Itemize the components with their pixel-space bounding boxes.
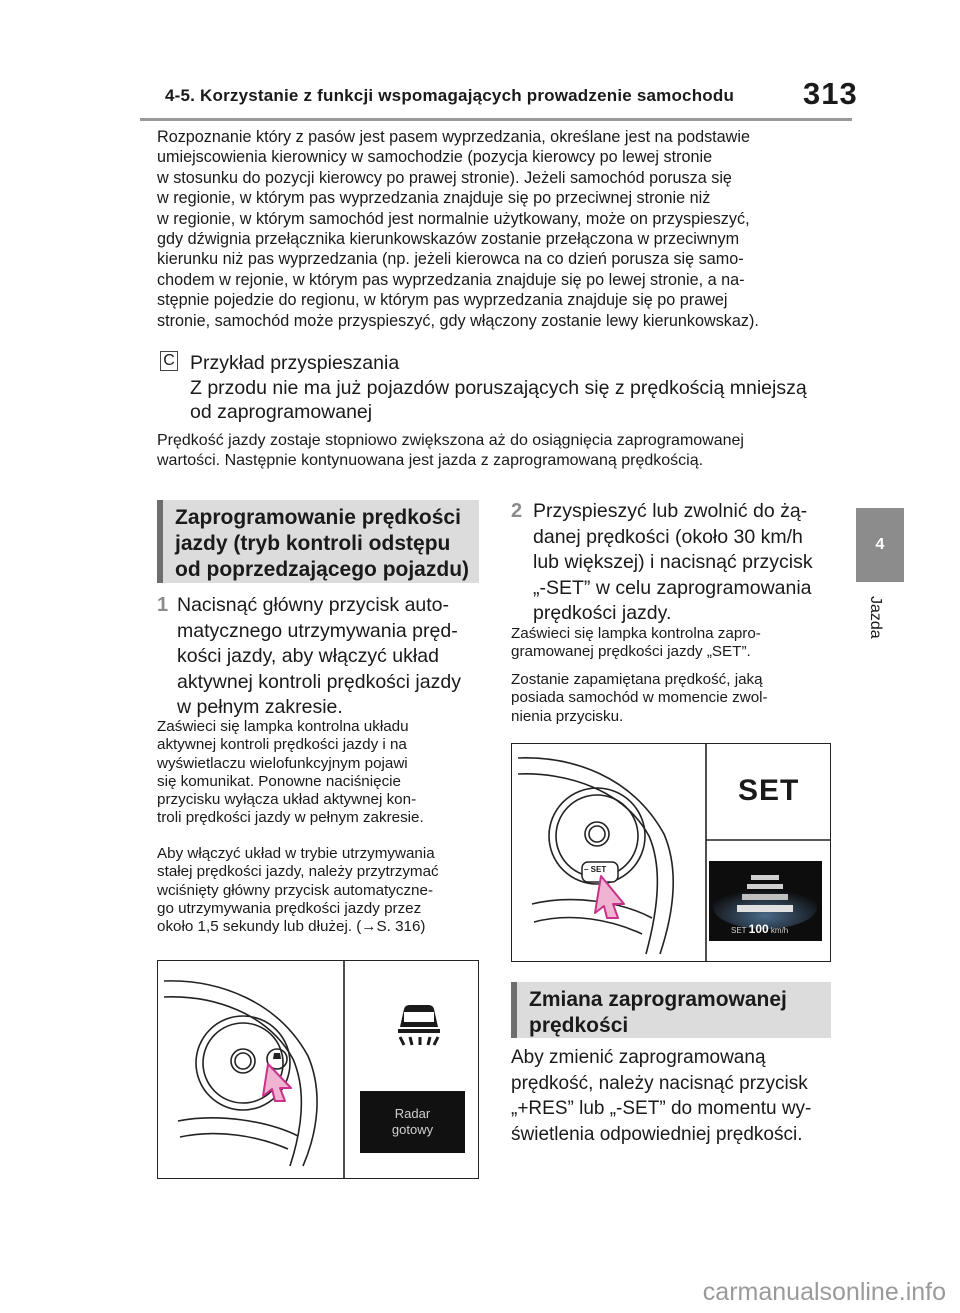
text-line: Nacisnąć główny przycisk auto- (177, 594, 450, 616)
text-line: aktywnej kontroli prędkości jazdy (177, 670, 461, 693)
heading-line: od poprzedzającego pojazdu) (175, 558, 470, 581)
speed-set-label: SET (731, 926, 747, 935)
header-rule (140, 118, 852, 121)
step-2-number: 2 (511, 500, 523, 522)
display-text: Radar (394, 1106, 431, 1121)
text-line: gdy dźwignia przełącznika kierunkowskazów zostanie przełączona w przeciwnym (157, 230, 740, 249)
text-line: Zaświeci się lampka kontrolna układu (157, 718, 409, 735)
step-2-note-2 (511, 671, 768, 726)
heading-line: jazdy (tryb kontroli odstępu (175, 532, 451, 555)
text-line: się komunikat. Ponowne naciśnięcie (157, 772, 401, 790)
section-header-title: 4-5. Korzystanie z funkcji wspomagających prowadzenie samochodu (165, 86, 735, 105)
text-line: lub większej) i nacisnąć przycisk (533, 551, 813, 573)
text-line: aktywnej kontroli prędkości jazdy i na (157, 736, 407, 754)
change-speed-text (511, 1045, 811, 1147)
watermark: carmanualsonline.info (702, 1278, 946, 1306)
text-line: gramowanej prędkości jazdy „SET”. (511, 643, 751, 661)
text-line: w stosunku do pozycji kierowcy po prawej stronie). Jeżeli samochód porusza się (157, 168, 732, 187)
figure-set-switch (511, 743, 831, 962)
radar-ready-display (360, 1091, 465, 1153)
text-line: posiada samochód w momencie zwol- (511, 689, 768, 707)
set-indicator-text: SET (738, 774, 800, 807)
text-line: danej prędkości (około 30 km/h (533, 525, 803, 548)
section-c-description (157, 431, 829, 472)
text-line: wartości. Następnie kontynuowana jest jazda z zaprogramowaną prędkością. (157, 452, 704, 470)
step-2-note-1 (511, 625, 761, 662)
text-line: stałej prędkości jazdy, należy przytrzymać (157, 863, 439, 881)
speed-unit: km/h (770, 926, 789, 935)
speed-readout (731, 922, 788, 936)
text-line: stępnie pojedzie do regionu, w którym pas wyprzedzania znajduje się po prawej (157, 291, 728, 310)
text-line: około 1,5 sekundy lub dłużej. (→S. 316) (157, 918, 426, 936)
text-line: „+RES” lub „-SET” do momentu wy- (511, 1098, 812, 1119)
text-line: umiejscowienia kierownicy w samochodzie (pozycja kierowcy po lewej stronie (157, 148, 713, 167)
step-1-note-2 (157, 845, 439, 936)
step-1-text (177, 593, 461, 721)
text-line: przycisku wyłącza układ aktywnej kon- (157, 791, 417, 809)
step-2-text (533, 499, 813, 627)
text-line: Rozpoznanie który z pasów jest pasem wyprzedzania, określane jest na podstawie (157, 128, 750, 146)
text-line: w pełnym zakresie. (177, 696, 343, 718)
step-1-number: 1 (157, 594, 169, 616)
section-heading-programming (157, 500, 479, 583)
text-line: Aby zmienić zaprogramowaną (511, 1047, 766, 1068)
display-text: gotowy (391, 1122, 434, 1137)
text-line: Zostanie zapamiętana prędkość, jaką (511, 671, 763, 688)
text-line: nienia przycisku. (511, 707, 624, 725)
text-line: wciśnięty główny przycisk automatyczne- (157, 881, 434, 899)
text-line: wyświetlaczu wielofunkcyjnym pojawi (157, 754, 408, 772)
chapter-tab (856, 508, 904, 582)
text-line: świetlenia odpowiedniej prędkości. (511, 1123, 803, 1145)
speed-display (709, 861, 822, 941)
text-line: w regionie, w którym pas wyprzedzania znajduje się po przeciwnej stronie niż (157, 189, 711, 208)
text-line: Przykład przyspieszania (190, 352, 400, 374)
text-line: stronie, samochód może przyspieszyć, gdy włączony zostanie lewy kierunkowskaz). (157, 311, 759, 330)
text-line: chodem w rejonie, w którym pas wyprzedzania znajduje się po lewej stronie, a na- (157, 270, 745, 289)
section-c-title (190, 351, 840, 425)
text-line: w regionie, w którym samochód jest normalnie użytkowany, może on przyspieszyć, (157, 209, 750, 228)
text-line: troli prędkości jazdy w pełnym zakresie. (157, 809, 424, 827)
heading-line: Zmiana zaprogramowanej (529, 988, 787, 1011)
text-line: prędkość, należy nacisnąć przycisk (511, 1072, 808, 1094)
text-line: kości jazdy, aby włączyć układ (177, 645, 439, 667)
text-line: od zaprogramowanej (190, 401, 373, 423)
text-line: Prędkość jazdy zostaje stopniowo zwiększona aż do osiągnięcia zaprogramowanej (157, 432, 744, 449)
heading-line: prędkości (529, 1014, 629, 1037)
intro-paragraph (157, 127, 829, 331)
text-line: Przyspieszyć lub zwolnić do żą- (533, 500, 808, 522)
speed-value: 100 (748, 922, 769, 936)
set-button-label: – SET (584, 865, 607, 874)
text-line: prędkości jazdy. (533, 602, 672, 624)
figure-main-switch (157, 960, 479, 1179)
radar-cruise-icon (390, 997, 450, 1049)
step-1-note-1 (157, 718, 424, 828)
section-heading-change-speed (511, 982, 831, 1038)
section-c-badge: C (160, 351, 178, 371)
text-line: matycznego utrzymywania pręd- (177, 619, 458, 642)
text-line: „-SET” w celu zaprogramowania (533, 576, 812, 599)
text-line: Z przodu nie ma już pojazdów poruszających się z prędkością mniejszą (190, 376, 807, 399)
text-line: Aby włączyć układ w trybie utrzymywania (157, 845, 435, 862)
chapter-number: 4 (875, 536, 885, 553)
text-line: Zaświeci się lampka kontrolna zapro- (511, 625, 761, 642)
chapter-label: Jazda (867, 596, 884, 639)
page-number: 313 (803, 76, 858, 111)
text-line: go utrzymywania prędkości jazdy przez (157, 899, 422, 917)
text-line: kierunku niż pas wyprzedzania (np. jeżeli kierowca na co dzień porusza się samo- (157, 250, 744, 269)
heading-line: Zaprogramowanie prędkości (175, 506, 461, 529)
